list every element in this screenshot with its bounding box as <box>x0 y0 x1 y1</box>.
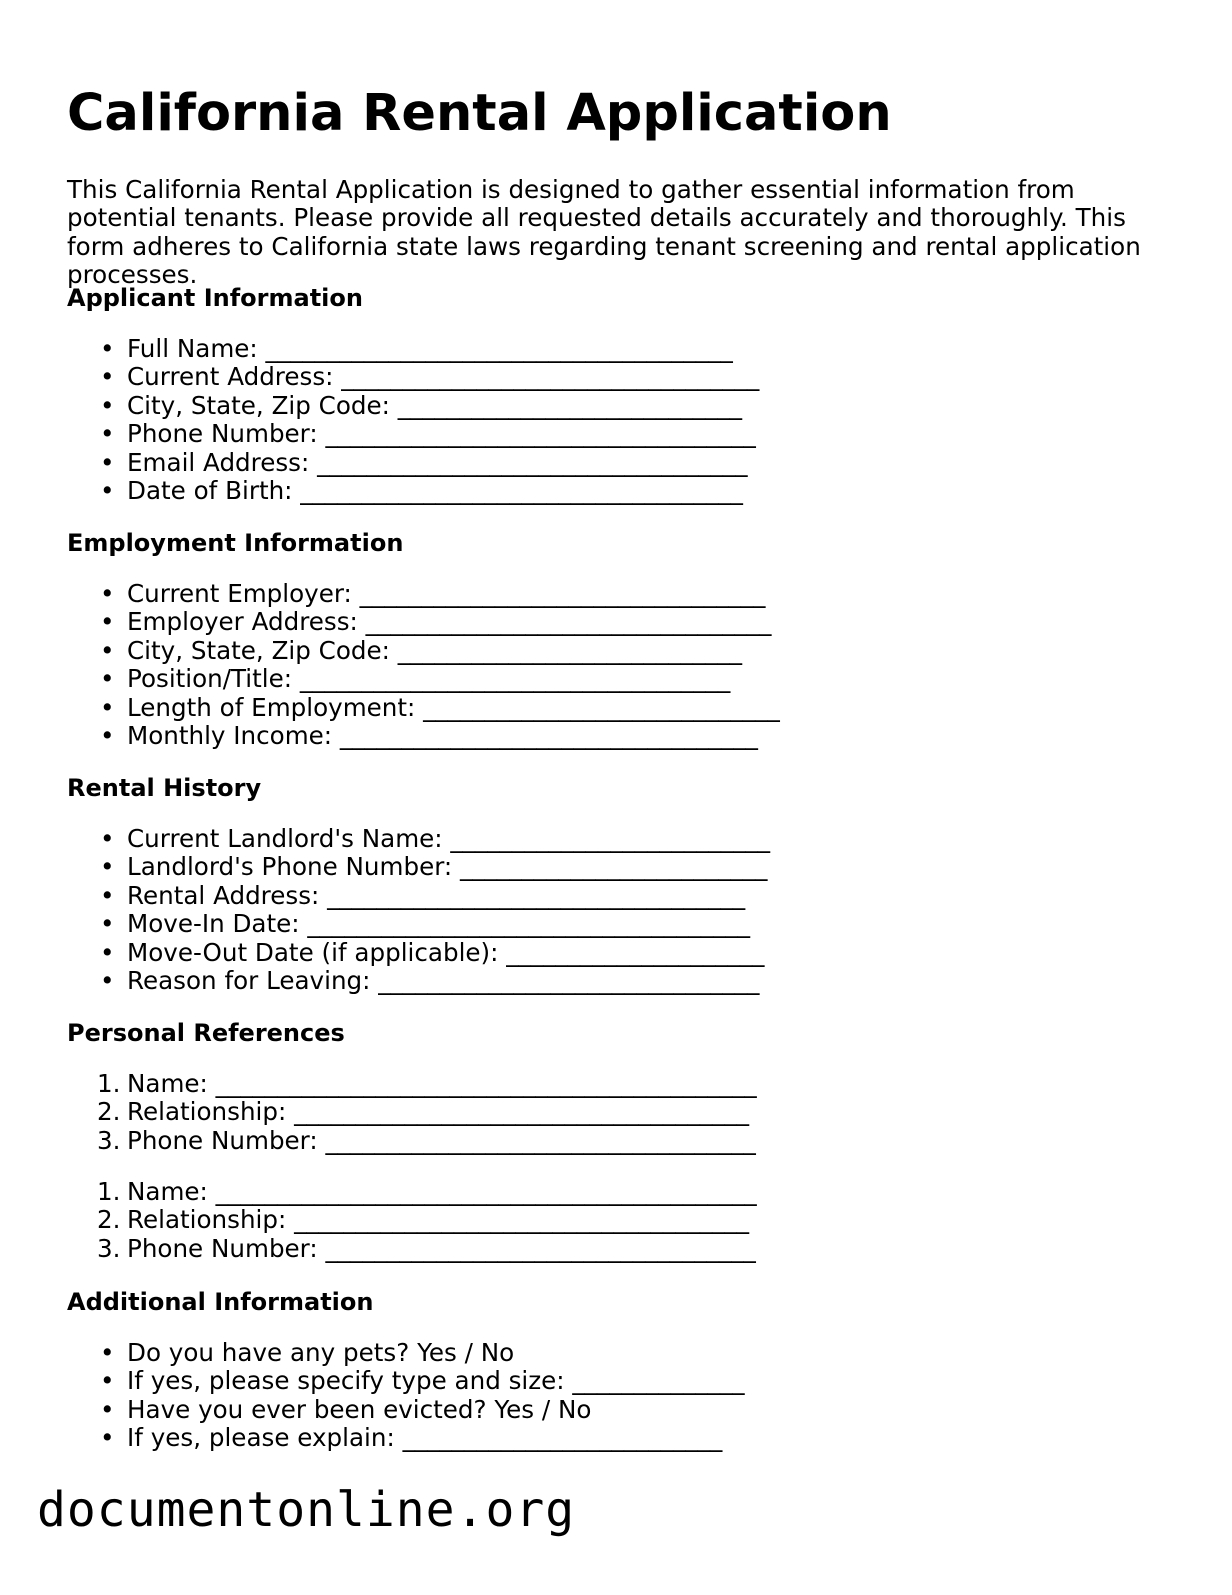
field-label: Relationship: _____________________________________ <box>127 1097 750 1127</box>
reference-2-name-field[interactable] <box>67 1178 757 1206</box>
intro-paragraph: This California Rental Application is designed to gather essential information from potential tenants. Please provide all requested details accurately and thoroughly. This form adheres to California state laws regarding tenant screening and rental application processes. <box>67 175 1141 290</box>
list-number: 3. <box>97 1233 121 1263</box>
evicted-question[interactable]: • Have you ever been evicted? Yes / No <box>67 1396 745 1424</box>
reference-2-phone-field[interactable] <box>67 1235 757 1263</box>
reference-1-relationship-field[interactable] <box>67 1098 757 1126</box>
full-name-field[interactable]: • Full Name: ______________________________________ <box>67 335 759 363</box>
applicant-list <box>67 335 759 505</box>
list-number: 2. <box>97 1097 121 1127</box>
field-label: Relationship: _____________________________________ <box>127 1205 750 1235</box>
city-state-zip-field[interactable]: • City, State, Zip Code: ____________________________ <box>67 392 759 420</box>
list-number: 1. <box>97 1069 121 1098</box>
additional-list <box>67 1339 745 1453</box>
reference-1-phone-field[interactable] <box>67 1127 757 1155</box>
date-of-birth-field[interactable]: • Date of Birth: ____________________________________ <box>67 477 759 505</box>
list-number: 1. <box>97 1177 121 1206</box>
section-heading-applicant: Applicant Information <box>67 284 363 312</box>
length-of-employment-field[interactable]: • Length of Employment: _____________________________ <box>67 694 780 722</box>
field-label: Phone Number: ___________________________________ <box>127 1233 756 1263</box>
employment-list <box>67 580 780 750</box>
field-label: Phone Number: ___________________________________ <box>127 1125 756 1155</box>
rental-list <box>67 825 770 995</box>
move-in-date-field[interactable]: • Move-In Date: ____________________________________ <box>67 910 770 938</box>
reference-list-1 <box>67 1070 757 1155</box>
position-title-field[interactable]: • Position/Title: ___________________________________ <box>67 665 780 693</box>
employer-address-field[interactable]: • Employer Address: _________________________________ <box>67 608 780 636</box>
employer-city-state-zip-field[interactable]: • City, State, Zip Code: ____________________________ <box>67 637 780 665</box>
pet-type-size-field[interactable]: • If yes, please specify type and size: ______________ <box>67 1367 745 1395</box>
section-heading-references: Personal References <box>67 1019 345 1047</box>
section-heading-employment: Employment Information <box>67 529 404 557</box>
current-address-field[interactable]: • Current Address: __________________________________ <box>67 363 759 391</box>
email-address-field[interactable]: • Email Address: ___________________________________ <box>67 449 759 477</box>
reference-list-2 <box>67 1178 757 1263</box>
monthly-income-field[interactable]: • Monthly Income: __________________________________ <box>67 722 780 750</box>
rental-address-field[interactable]: • Rental Address: __________________________________ <box>67 882 770 910</box>
field-label: Name: ____________________________________________ <box>127 1177 757 1206</box>
list-number: 2. <box>97 1205 121 1235</box>
section-heading-rental: Rental History <box>67 774 262 802</box>
field-label: Name: ____________________________________________ <box>127 1069 757 1098</box>
landlord-name-field[interactable]: • Current Landlord's Name: __________________________ <box>67 825 770 853</box>
page-title: California Rental Application <box>67 84 892 143</box>
pets-question[interactable]: • Do you have any pets? Yes / No <box>67 1339 745 1367</box>
landlord-phone-field[interactable]: • Landlord's Phone Number: _________________________ <box>67 853 770 881</box>
current-employer-field[interactable]: • Current Employer: _________________________________ <box>67 580 780 608</box>
reference-2-relationship-field[interactable] <box>67 1206 757 1234</box>
list-number: 3. <box>97 1125 121 1155</box>
section-heading-additional: Additional Information <box>67 1288 374 1316</box>
eviction-explain-field[interactable]: • If yes, please explain: __________________________ <box>67 1424 745 1452</box>
reason-for-leaving-field[interactable]: • Reason for Leaving: _______________________________ <box>67 967 770 995</box>
watermark: documentonline.org <box>37 1482 576 1538</box>
move-out-date-field[interactable]: • Move-Out Date (if applicable): _____________________ <box>67 939 770 967</box>
phone-number-field[interactable]: • Phone Number: ___________________________________ <box>67 420 759 448</box>
reference-1-name-field[interactable] <box>67 1070 757 1098</box>
